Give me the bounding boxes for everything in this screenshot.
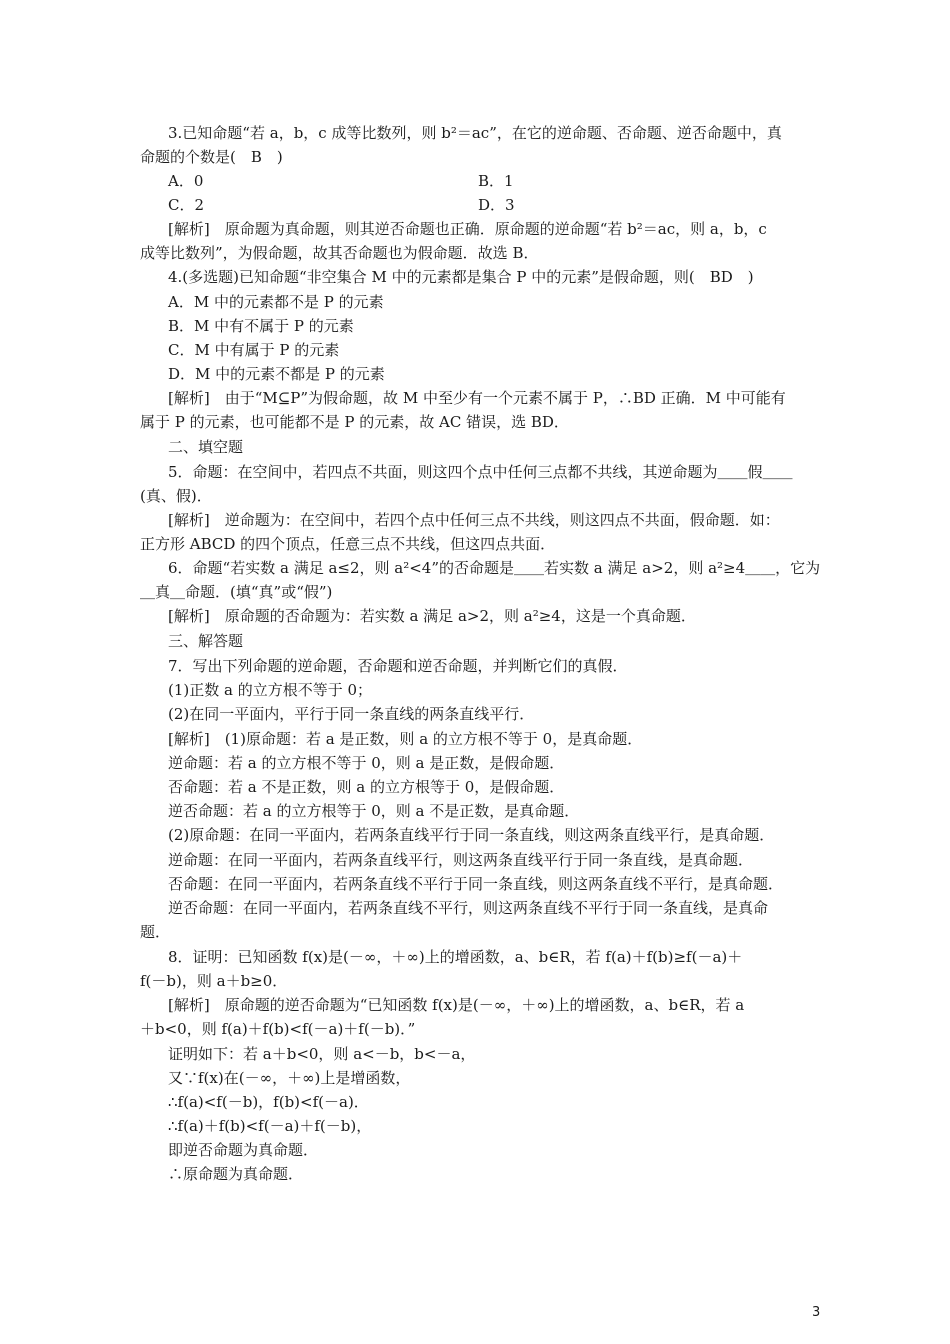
line-text: ∴f(a)＋f(b)<f(－a)＋f(－b)， bbox=[168, 1117, 372, 1135]
line-text: 8．证明：已知函数 f(x)是(－∞，＋∞)上的增函数，a、b∈R，若 f(a)＋f(b)≥f(－a)＋ bbox=[168, 948, 743, 966]
text-line-q8-ans-1 bbox=[0, 994, 950, 1017]
line-text: 6．命题“若实数 a 满足 a≤2，则 a²<4”的否命题是＿＿若实数 a 满足 a>2，则 a²≥4＿＿，它为 bbox=[168, 559, 821, 577]
text-line-q7-1 bbox=[0, 655, 950, 678]
text-line-q8-1 bbox=[0, 946, 950, 969]
option-left: A．0 bbox=[168, 172, 204, 190]
text-line-q8-ans-6 bbox=[0, 1115, 950, 1138]
page-number: 3 bbox=[812, 1305, 821, 1320]
line-text: (2)在同一平面内，平行于同一条直线的两条直线平行． bbox=[168, 705, 535, 723]
line-text: 正方形 ABCD 的四个顶点，任意三点不共线，但这四点共面． bbox=[140, 535, 556, 553]
line-text: 二、填空题 bbox=[168, 438, 244, 456]
line-text: 5．命题：在空间中，若四点不共面，则这四个点中任何三点都不共线，其逆命题为＿＿假＿＿ bbox=[168, 463, 793, 481]
text-line-q8-ans-3 bbox=[0, 1043, 950, 1066]
text-line-q7-ans-7 bbox=[0, 873, 950, 896]
text-line-q5-ans-2 bbox=[0, 533, 950, 556]
text-line-q3-opt-ab bbox=[0, 170, 950, 193]
line-text: A．M 中的元素都不是 P 的元素 bbox=[168, 293, 384, 311]
line-text: 命题的个数是( B ) bbox=[140, 148, 283, 166]
line-text: [解析] 原命题为真命题，则其逆否命题也正确．原命题的逆命题“若 b²＝ac，则 a，b，c bbox=[168, 220, 767, 238]
line-text: 3.已知命题“若 a，b，c 成等比数列，则 b²＝ac”，在它的逆命题、否命题、逆否命题中，真 bbox=[168, 124, 782, 142]
text-line-q3-ans-1 bbox=[0, 218, 950, 241]
text-line-q4-ans-2 bbox=[0, 411, 950, 434]
line-text: ＿真＿命题．(填“真”或“假”) bbox=[140, 583, 333, 601]
line-text: [解析] 逆命题为：在空间中，若四个点中任何三点不共线，则这四点不共面，假命题．如： bbox=[168, 511, 780, 529]
text-line-q8-ans-8 bbox=[0, 1163, 950, 1186]
text-line-sec2 bbox=[0, 436, 950, 459]
text-line-q4-1 bbox=[0, 266, 950, 289]
line-text: 逆否命题：若 a 的立方根等于 0，则 a 不是正数，是真命题． bbox=[168, 802, 580, 820]
line-text: ＋b<0，则 f(a)＋f(b)<f(－a)＋f(－b)．” bbox=[140, 1020, 416, 1038]
line-text: 7．写出下列命题的逆命题，否命题和逆否命题，并判断它们的真假． bbox=[168, 657, 628, 675]
text-line-q6-ans bbox=[0, 605, 950, 628]
line-text: 即逆否命题为真命题． bbox=[168, 1141, 319, 1159]
text-line-q5-2 bbox=[0, 485, 950, 508]
line-text: 逆命题：若 a 的立方根不等于 0，则 a 是正数，是假命题． bbox=[168, 754, 565, 772]
text-line-q4-d bbox=[0, 363, 950, 386]
text-line-q7-ans-2 bbox=[0, 752, 950, 775]
line-text: [解析] (1)原命题：若 a 是正数，则 a 的立方根不等于 0，是真命题． bbox=[168, 730, 643, 748]
line-text: ∴原命题为真命题． bbox=[168, 1165, 304, 1183]
line-text: ∴f(a)<f(－b)，f(b)<f(－a)． bbox=[168, 1093, 369, 1111]
option-right: B．1 bbox=[478, 172, 514, 190]
text-line-q7-ans-6 bbox=[0, 849, 950, 872]
option-right: D．3 bbox=[478, 196, 515, 214]
text-line-q7-ans-8 bbox=[0, 897, 950, 920]
line-text: 否命题：若 a 不是正数，则 a 的立方根等于 0，是假命题． bbox=[168, 778, 565, 796]
text-line-q3-1 bbox=[0, 122, 950, 145]
line-text: 又∵f(x)在(－∞，＋∞)上是增函数， bbox=[168, 1069, 411, 1087]
line-text: 逆命题：在同一平面内，若两条直线平行，则这两条直线平行于同一条直线，是真命题． bbox=[168, 851, 754, 869]
line-text: [解析] 原命题的逆否命题为“已知函数 f(x)是(－∞，＋∞)上的增函数，a、b∈R，若 a bbox=[168, 996, 745, 1014]
line-text: D．M 中的元素不都是 P 的元素 bbox=[168, 365, 385, 383]
option-left: C．2 bbox=[168, 196, 205, 214]
text-line-q5-1 bbox=[0, 461, 950, 484]
text-line-q3-opt-cd bbox=[0, 194, 950, 217]
line-text: (真、假)． bbox=[140, 487, 212, 505]
text-line-q8-2 bbox=[0, 970, 950, 993]
text-line-q5-ans-1 bbox=[0, 509, 950, 532]
text-line-q8-ans-7 bbox=[0, 1139, 950, 1162]
line-text: C．M 中有属于 P 的元素 bbox=[168, 341, 340, 359]
text-line-q8-ans-4 bbox=[0, 1067, 950, 1090]
line-text: 证明如下：若 a＋b<0，则 a<－b，b<－a， bbox=[168, 1045, 476, 1063]
line-text: (2)原命题：在同一平面内，若两条直线平行于同一条直线，则这两条直线平行，是真命题． bbox=[168, 826, 775, 844]
text-line-q7-ans-4 bbox=[0, 800, 950, 823]
line-text: (1)正数 a 的立方根不等于 0； bbox=[168, 681, 373, 699]
line-text: [解析] 由于“M⊆P”为假命题，故 M 中至少有一个元素不属于 P，∴BD 正确．M 中可能有 bbox=[168, 389, 786, 407]
text-line-q4-a bbox=[0, 291, 950, 314]
line-text: 题． bbox=[140, 923, 171, 941]
text-line-q4-ans-1 bbox=[0, 387, 950, 410]
text-line-sec3 bbox=[0, 630, 950, 653]
line-text: 逆否命题：在同一平面内，若两条直线不平行，则这两条直线不平行于同一条直线，是真命 bbox=[168, 899, 769, 917]
line-text: 三、解答题 bbox=[168, 632, 244, 650]
line-text: 否命题：在同一平面内，若两条直线不平行于同一条直线，则这两条直线不平行，是真命题． bbox=[168, 875, 784, 893]
text-line-q3-ans-2 bbox=[0, 242, 950, 265]
text-line-q4-b bbox=[0, 315, 950, 338]
text-line-q7-2 bbox=[0, 679, 950, 702]
line-text: 属于 P 的元素，也可能都不是 P 的元素，故 AC 错误，选 BD． bbox=[140, 413, 569, 431]
text-line-q8-ans-2 bbox=[0, 1018, 950, 1041]
text-line-q6-2 bbox=[0, 581, 950, 604]
text-line-q3-2 bbox=[0, 146, 950, 169]
text-line-q8-ans-5 bbox=[0, 1091, 950, 1114]
text-line-q7-ans-1 bbox=[0, 728, 950, 751]
line-text: B．M 中有不属于 P 的元素 bbox=[168, 317, 354, 335]
text-line-q7-ans-5 bbox=[0, 824, 950, 847]
text-line-q7-ans-3 bbox=[0, 776, 950, 799]
text-line-q4-c bbox=[0, 339, 950, 362]
text-line-q7-ans-9 bbox=[0, 921, 950, 944]
line-text: f(－b)，则 a＋b≥0． bbox=[140, 972, 288, 990]
line-text: 成等比数列”，为假命题，故其否命题也为假命题．故选 B． bbox=[140, 244, 539, 262]
line-text: 4.(多选题)已知命题“非空集合 M 中的元素都是集合 P 中的元素”是假命题，则( BD ) bbox=[168, 268, 754, 286]
line-text: [解析] 原命题的否命题为：若实数 a 满足 a>2，则 a²≥4，这是一个真命题． bbox=[168, 607, 696, 625]
text-line-q6-1 bbox=[0, 557, 950, 580]
text-line-q7-3 bbox=[0, 703, 950, 726]
